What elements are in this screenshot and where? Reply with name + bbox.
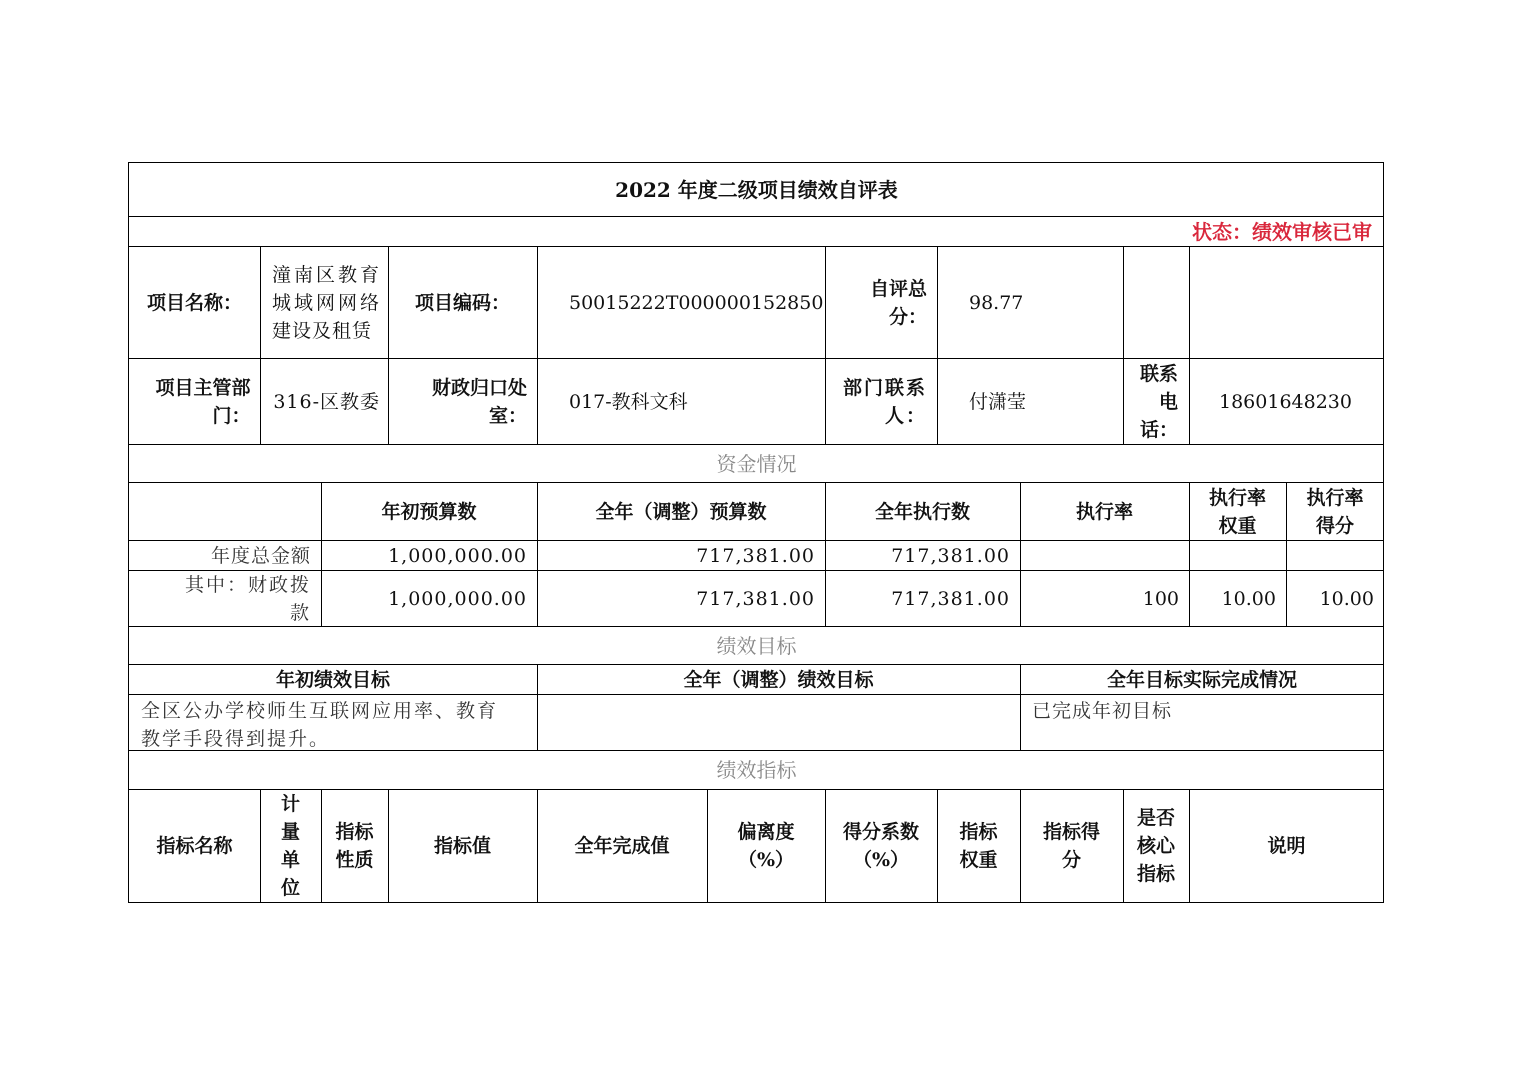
grid-line (129, 902, 1384, 903)
grid-line (1020, 664, 1021, 750)
ind-header-core: 是否核心指标 (1136, 807, 1175, 885)
grid-line (129, 750, 1384, 751)
funds-row-label: 年度总金额 (210, 544, 311, 567)
grid-line (1189, 789, 1190, 902)
score-value: 98.77 (969, 291, 1024, 314)
ind-header-name: 指标名称 (156, 835, 233, 857)
ind-header-score: 指标得分 (1042, 821, 1100, 871)
ind-header-unit: 计量单位 (280, 793, 300, 899)
grid-line (537, 664, 538, 750)
form-title-row (129, 163, 1384, 216)
funds-header-executed: 全年执行数 (874, 500, 970, 523)
contact-label-cell (825, 359, 937, 444)
goals-section-row (129, 627, 1384, 664)
ind-header-note: 说明 (1267, 835, 1306, 857)
ind-header-weight: 指标权重 (959, 821, 998, 871)
contact-label: 部门联系人： (842, 376, 927, 427)
grid-line (129, 664, 1384, 665)
grid-line (129, 162, 1384, 163)
contact-value: 付潇莹 (969, 390, 1027, 413)
grid-line (129, 246, 1384, 247)
grid-line (825, 246, 826, 444)
funds-row-adjusted: 717,381.00 (696, 587, 815, 610)
funds-header-adjusted: 全年（调整）预算数 (595, 500, 767, 523)
grid-line (1123, 789, 1124, 902)
score-label: 自评总分： (869, 277, 927, 328)
funds-row-initial: 1,000,000.00 (388, 587, 527, 610)
ind-header-coefficient: 得分系数（%） (842, 821, 919, 871)
ind-header-value: 指标值 (433, 835, 491, 857)
score-label-cell (825, 247, 937, 358)
grid-line (537, 482, 538, 626)
funds-row-weight: 10.00 (1221, 587, 1276, 610)
funds-header-rate: 执行率 (1075, 500, 1133, 523)
grid-line (937, 789, 938, 902)
dept-value: 316-区教委 (273, 390, 380, 413)
funds-header-initial: 年初预算数 (381, 500, 477, 523)
grid-line (537, 789, 538, 902)
grid-line (1383, 162, 1384, 903)
grid-line (1020, 482, 1021, 626)
grid-line (129, 216, 1384, 217)
funds-row-adjusted: 717,381.00 (696, 544, 815, 567)
project-info-row-2 (129, 359, 1384, 444)
funds-row-label-cell (129, 571, 321, 626)
grid-line (129, 626, 1384, 627)
grid-line (937, 246, 938, 444)
project-code-label: 项目编码： (414, 291, 510, 314)
ind-header-nature: 指标性质 (335, 821, 374, 871)
grid-line (707, 789, 708, 902)
phone-label: 联系电话： (1139, 362, 1178, 441)
grid-line (1020, 789, 1021, 902)
funds-row-initial: 1,000,000.00 (388, 544, 527, 567)
funds-row-score: 10.00 (1319, 587, 1374, 610)
grid-line (321, 789, 322, 902)
dept-label-cell (129, 359, 260, 444)
grid-line (129, 358, 1384, 359)
grid-line (129, 789, 1384, 790)
phone-label-cell (1123, 359, 1189, 444)
grid-line (1189, 482, 1190, 626)
funds-header-row (129, 483, 1384, 540)
grid-line (1189, 246, 1190, 444)
grid-line (388, 789, 389, 902)
goals-header-row (129, 665, 1384, 694)
grid-line (1286, 482, 1287, 626)
finance-value: 017-教科文科 (569, 390, 688, 413)
funds-row-executed: 717,381.00 (891, 544, 1010, 567)
grid-line (537, 246, 538, 444)
dept-value-cell (260, 359, 388, 444)
grid-line (1123, 246, 1124, 444)
table-row (129, 541, 1384, 570)
grid-line (825, 482, 826, 626)
project-name-label: 项目名称： (146, 291, 242, 314)
goals-initial-text: 全区公办学校师生互联网应用率、教育教学手段得到提升。 (141, 700, 499, 750)
funds-section-title: 资金情况 (716, 451, 797, 476)
indicators-header-row (129, 790, 1384, 902)
ind-header-deviation: 偏离度（%） (737, 821, 795, 871)
grid-line (260, 246, 261, 444)
status-badge: 状态：绩效审核已审 (1192, 219, 1372, 244)
funds-row-rate (1020, 541, 1189, 570)
funds-row-label: 其中：财政拨款 (184, 573, 311, 624)
funds-section-row (129, 445, 1384, 482)
finance-label-cell (388, 359, 537, 444)
grid-line (129, 694, 1384, 695)
project-name-value: 潼南区教育城域网网络建设及租赁 (272, 263, 380, 342)
funds-row-weight (1189, 541, 1286, 570)
dept-label: 项目主管部门： (155, 376, 251, 427)
indicators-section-row (129, 751, 1384, 789)
finance-label: 财政归口处室： (431, 376, 527, 427)
goals-header-adjusted: 全年（调整）绩效目标 (683, 668, 874, 691)
indicators-section-title: 绩效指标 (716, 758, 797, 782)
grid-line (129, 444, 1384, 445)
grid-line (128, 162, 129, 903)
grid-line (129, 570, 1384, 571)
goals-adjusted-text (537, 695, 1020, 750)
funds-header-weight: 执行率权重 (1208, 486, 1266, 537)
form-title: 2022 年度二级项目绩效自评表 (615, 177, 898, 202)
goals-section-title: 绩效目标 (716, 633, 797, 658)
ind-header-actual: 全年完成值 (574, 835, 670, 857)
funds-row-executed: 717,381.00 (891, 587, 1010, 610)
goals-header-actual: 全年目标实际完成情况 (1106, 668, 1297, 691)
grid-line (321, 482, 322, 626)
grid-line (825, 789, 826, 902)
project-info-row-1 (129, 247, 1384, 358)
goals-content-row (129, 695, 1384, 750)
grid-line (388, 246, 389, 444)
grid-line (129, 482, 1384, 483)
project-code-value: 50015222T000000152850 (569, 291, 824, 314)
table-row (129, 571, 1384, 626)
grid-line (260, 789, 261, 902)
goals-actual-text: 已完成年初目标 (1032, 700, 1173, 722)
funds-row-score (1286, 541, 1384, 570)
funds-header-score: 执行率得分 (1306, 486, 1364, 537)
status-row (129, 217, 1384, 246)
phone-value: 18601648230 (1219, 390, 1352, 413)
funds-row-rate: 100 (1142, 587, 1179, 610)
grid-line (129, 540, 1384, 541)
goals-header-initial: 年初绩效目标 (275, 668, 390, 691)
